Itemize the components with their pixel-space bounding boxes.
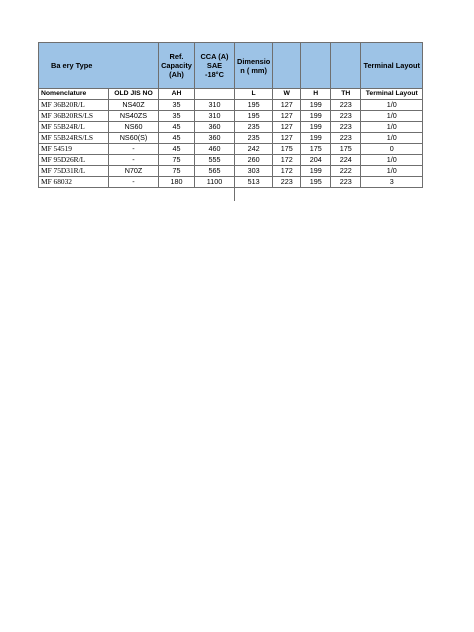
ah-cell: 45 <box>159 144 195 155</box>
height-cell: 199 <box>301 100 331 111</box>
height-cell: 199 <box>301 111 331 122</box>
length-cell: 195 <box>235 111 273 122</box>
terminal-layout-header: Terminal Layout <box>361 43 423 89</box>
table-row <box>39 133 423 144</box>
nomenclature-cell: MF 68032 <box>39 177 109 188</box>
nomenclature-cell: MF 54519 <box>39 144 109 155</box>
nomenclature-cell: MF 95D26R/L <box>39 155 109 166</box>
cca-cell: 310 <box>195 111 235 122</box>
ah-subheader: AH <box>159 89 195 100</box>
total-height-cell: 223 <box>331 177 361 188</box>
length-cell: 303 <box>235 166 273 177</box>
old-jis-cell: NS60 <box>109 122 159 133</box>
height-subheader: H <box>301 89 331 100</box>
table-row <box>39 155 423 166</box>
table-row <box>39 177 423 188</box>
table-row <box>39 166 423 177</box>
header-blank-w <box>273 43 301 89</box>
width-cell: 172 <box>273 166 301 177</box>
nomenclature-cell: MF 36B20RS/LS <box>39 111 109 122</box>
cca-cell: 360 <box>195 122 235 133</box>
height-cell: 199 <box>301 122 331 133</box>
ah-cell: 180 <box>159 177 195 188</box>
cca-cell: 360 <box>195 133 235 144</box>
old-jis-cell: NS40Z <box>109 100 159 111</box>
terminal-layout-cell: 3 <box>361 177 423 188</box>
cca-cell: 460 <box>195 144 235 155</box>
total-height-cell: 223 <box>331 122 361 133</box>
width-cell: 127 <box>273 133 301 144</box>
subheader-row <box>39 89 423 100</box>
old-jis-cell: - <box>109 155 159 166</box>
terminal-layout-subheader: Terminal Layout <box>361 89 423 100</box>
nomenclature-cell: MF 36B20R/L <box>39 100 109 111</box>
width-cell: 127 <box>273 100 301 111</box>
height-cell: 199 <box>301 166 331 177</box>
table-row <box>39 111 423 122</box>
width-cell: 127 <box>273 111 301 122</box>
total-height-cell: 222 <box>331 166 361 177</box>
total-height-cell: 223 <box>331 111 361 122</box>
ah-cell: 35 <box>159 100 195 111</box>
old-jis-cell: NS40ZS <box>109 111 159 122</box>
width-cell: 127 <box>273 122 301 133</box>
width-subheader: W <box>273 89 301 100</box>
nomenclature-cell: MF 55B24R/L <box>39 122 109 133</box>
height-cell: 199 <box>301 133 331 144</box>
length-cell: 513 <box>235 177 273 188</box>
old-jis-cell: - <box>109 177 159 188</box>
ah-cell: 75 <box>159 155 195 166</box>
cca-cell: 565 <box>195 166 235 177</box>
height-cell: 204 <box>301 155 331 166</box>
terminal-layout-cell: 1/0 <box>361 100 423 111</box>
total-height-cell: 223 <box>331 100 361 111</box>
height-cell: 195 <box>301 177 331 188</box>
old-jis-subheader: OLD JIS NO <box>109 89 159 100</box>
trailing-empty-row <box>39 188 423 201</box>
header-row <box>39 43 423 89</box>
nomenclature-cell: MF 75D31R/L <box>39 166 109 177</box>
old-jis-cell: NS60(S) <box>109 133 159 144</box>
battery-type-header: Ba ery Type <box>39 43 159 89</box>
nomenclature-cell: MF 55B24RS/LS <box>39 133 109 144</box>
old-jis-cell: N70Z <box>109 166 159 177</box>
length-cell: 260 <box>235 155 273 166</box>
table-row <box>39 122 423 133</box>
height-cell: 175 <box>301 144 331 155</box>
old-jis-cell: - <box>109 144 159 155</box>
dimension-header: Dimensio n ( mm) <box>235 43 273 89</box>
width-cell: 175 <box>273 144 301 155</box>
terminal-layout-cell: 1/0 <box>361 155 423 166</box>
length-subheader: L <box>235 89 273 100</box>
terminal-layout-cell: 1/0 <box>361 133 423 144</box>
header-blank-h <box>301 43 331 89</box>
terminal-layout-cell: 1/0 <box>361 111 423 122</box>
terminal-layout-cell: 1/0 <box>361 166 423 177</box>
cca-cell: 1100 <box>195 177 235 188</box>
length-cell: 235 <box>235 122 273 133</box>
table-body <box>39 100 423 188</box>
total-height-cell: 175 <box>331 144 361 155</box>
cca-cell: 555 <box>195 155 235 166</box>
total-height-cell: 223 <box>331 133 361 144</box>
ah-cell: 45 <box>159 133 195 144</box>
header-blank-th <box>331 43 361 89</box>
ah-cell: 75 <box>159 166 195 177</box>
length-cell: 235 <box>235 133 273 144</box>
width-cell: 172 <box>273 155 301 166</box>
total-height-cell: 224 <box>331 155 361 166</box>
table-row <box>39 144 423 155</box>
width-cell: 223 <box>273 177 301 188</box>
cca-subheader-blank <box>195 89 235 100</box>
table-row <box>39 100 423 111</box>
total-height-subheader: TH <box>331 89 361 100</box>
length-cell: 242 <box>235 144 273 155</box>
cca-header: CCA (A) SAE -18°C <box>195 43 235 89</box>
battery-spec-table <box>38 42 423 201</box>
terminal-layout-cell: 1/0 <box>361 122 423 133</box>
ref-capacity-header: Ref. Capacity (Ah) <box>159 43 195 89</box>
nomenclature-subheader: Nomenclature <box>39 89 109 100</box>
cca-cell: 310 <box>195 100 235 111</box>
ah-cell: 45 <box>159 122 195 133</box>
terminal-layout-cell: 0 <box>361 144 423 155</box>
length-cell: 195 <box>235 100 273 111</box>
ah-cell: 35 <box>159 111 195 122</box>
